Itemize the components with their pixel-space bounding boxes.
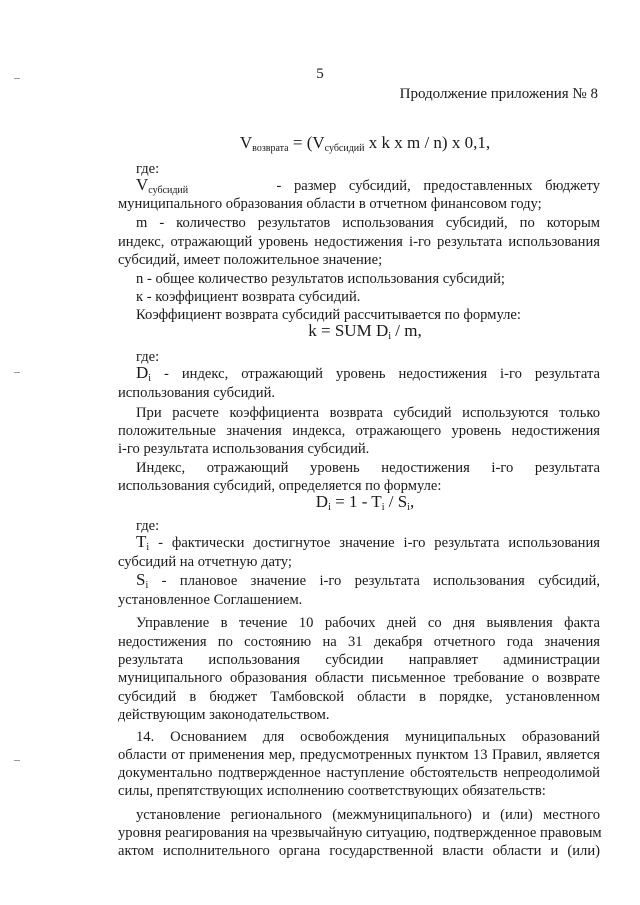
t-definition-cont: субсидий на отчетную дату; <box>118 554 292 570</box>
scan-mark <box>14 760 20 761</box>
paragraph: недостижения по состоянию на 31 декабря отчетного года значения <box>118 634 600 650</box>
paragraph: документально подтвержденное наступление обстоятельств непреодолимой <box>118 765 600 781</box>
paragraph: актом исполнительного органа государственной власти области и (или) <box>118 843 600 859</box>
m-definition-cont: субсидий, имеет положительное значение; <box>118 252 383 268</box>
s-definition: $S_i$ - плановое значение i-го результата использования субсидий, <box>136 570 600 591</box>
paragraph: области от применения мер, предусмотренных пунктом 13 Правил, является <box>118 747 600 763</box>
where-label: где: <box>136 518 160 534</box>
formula-return: $V_{возврата} = (V_{субсидий}$ x k x m / n) x 0,1, <box>239 133 491 154</box>
t-definition: $T_i$ - фактически достигнутое значение i-го результата использования <box>136 532 600 553</box>
formula-k: k = SUM $D_i$ / m, <box>308 321 422 342</box>
continuation-header: Продолжение приложения № 8 <box>399 86 598 102</box>
d-definition-cont: использования субсидий. <box>118 385 276 401</box>
m-definition: m - количество результатов использования субсидий, по которым <box>136 215 600 231</box>
paragraph: использования субсидий, определяется по формуле: <box>118 478 442 494</box>
paragraph: При расчете коэффициента возврата субсидий используются только <box>136 405 600 421</box>
formula-d: $D_i = 1 - T_i / S_i$, <box>315 492 415 513</box>
scan-mark <box>14 372 20 373</box>
k-definition: к - коэффициент возврата субсидий. <box>136 289 361 305</box>
paragraph: уровня реагирования на чрезвычайную ситуацию, подтвержденное правовым <box>118 825 602 841</box>
d-definition: $D_i$ - индекс, отражающий уровень недостижения i-го результата <box>136 363 600 384</box>
m-definition-cont: индекс, отражающий уровень недостижения i-го результата использования <box>118 234 600 250</box>
page-number: 5 <box>316 66 324 82</box>
s-definition-cont: установленное Соглашением. <box>118 592 303 608</box>
paragraph: положительные значения индекса, отражающего уровень недостижения <box>118 423 600 439</box>
where-label: где: <box>136 349 160 365</box>
v-definition-cont: муниципального образования области в отчетном финансовом году; <box>118 196 542 212</box>
paragraph: i-го результата использования субсидий. <box>118 441 370 457</box>
v-definition: $V_{субсидий}$ - размер субсидий, предоставленных бюджету <box>136 175 600 196</box>
where-label: где: <box>136 161 160 177</box>
paragraph: субсидий в бюджет Тамбовской области в порядке, установленном <box>118 689 600 705</box>
paragraph: результата использования субсидии направляет администрации <box>118 652 600 668</box>
k-intro: Коэффициент возврата субсидий рассчитывается по формуле: <box>136 307 521 323</box>
paragraph: силы, препятствующих исполнению соответствующих обязательств: <box>118 783 546 799</box>
paragraph: Индекс, отражающий уровень недостижения i-го результата <box>136 460 600 476</box>
n-definition: n - общее количество результатов использования субсидий; <box>136 271 505 287</box>
paragraph-14: 14. Основанием для освобождения муниципальных образований <box>136 729 600 745</box>
paragraph: Управление в течение 10 рабочих дней со дня выявления факта <box>136 615 600 631</box>
paragraph: установление регионального (межмуниципального) и (или) местного <box>136 807 600 823</box>
paragraph: действующим законодательством. <box>118 707 330 723</box>
paragraph: муниципального образования области письменное требование о возврате <box>118 670 600 686</box>
